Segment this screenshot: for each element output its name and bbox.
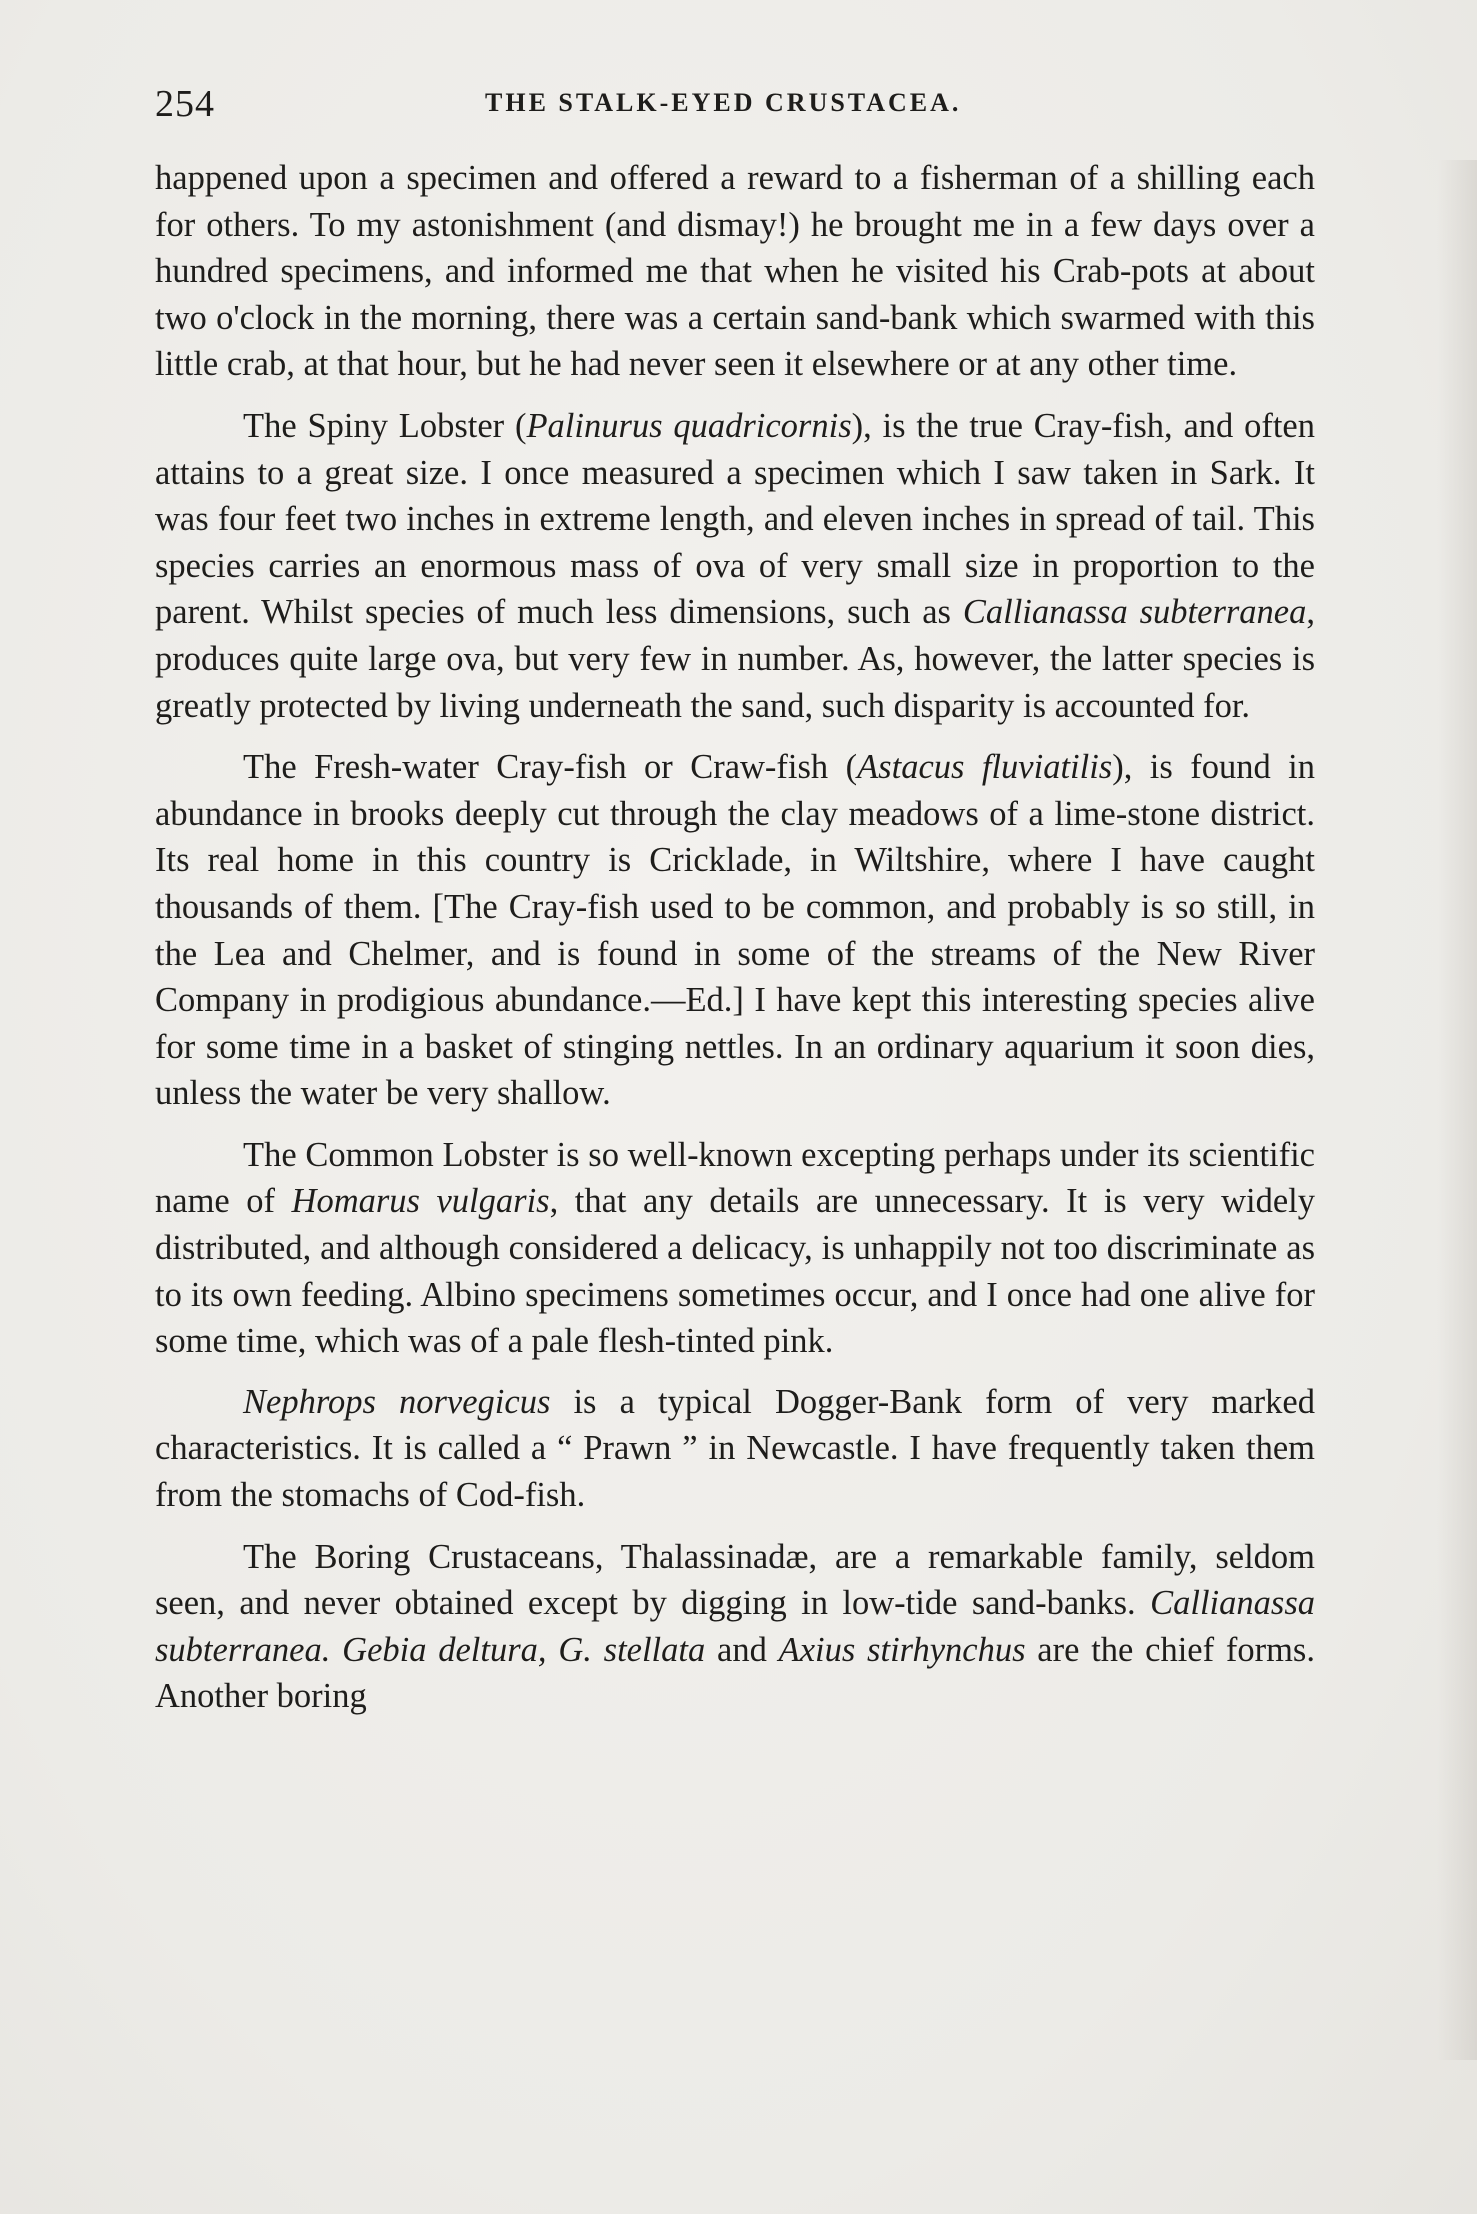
italic-term: Palinurus quadricornis bbox=[526, 406, 852, 445]
body-text bbox=[155, 155, 1315, 1720]
paragraph bbox=[155, 1379, 1315, 1519]
italic-term: Astacus fluviatilis bbox=[857, 748, 1113, 787]
text-run: The Boring Crustaceans, Thalassinadæ, are a remarkable family, seldom seen, and never obtained except by digging in low-tide sand-banks. bbox=[155, 1537, 1315, 1623]
page-header bbox=[155, 82, 1315, 132]
text-run: , that any details are unnecessary. It is very widely distributed, and although considered a delicacy, is unhappily not too discriminate as to its own feeding. Albino specimens sometimes occur, and I once had one alive for some time, which was of a pale flesh-tinted pink. bbox=[155, 1182, 1316, 1361]
paragraph bbox=[155, 403, 1315, 729]
italic-term: Homarus vulgaris bbox=[291, 1182, 550, 1221]
paragraph bbox=[155, 155, 1315, 388]
paragraph bbox=[155, 1132, 1315, 1365]
text-run: is a typical Dogger-Bank form of very marked characteristics. It is called a “ Prawn ” in Newcastle. I have frequently taken them from the stomachs of Cod-fish. bbox=[155, 1382, 1315, 1515]
text-run: The Fresh-water Cray-fish or Craw-fish ( bbox=[243, 748, 858, 787]
text-run: ), is found in abundance in brooks deeply cut through the clay meadows of a lime-stone district. Its real home in this country is Cricklade, in Wiltshire, where I have caught thousands of them. [The Cray-fish used to be common, and probably is so still, in the Lea and Chelmer, and is found in some of the streams of the New River Company in prodigious abundance.—Ed.] I have kept this interesting species alive for some time in a basket of stinging nettles. In an ordinary aquarium it soon dies, unless the water be very shallow. bbox=[155, 748, 1315, 1113]
text-run: and bbox=[705, 1630, 779, 1669]
text-run: , produces quite large ova, but very few in number. As, however, the latter species is greatly protected by living underneath the sand, such disparity is accounted for. bbox=[155, 593, 1315, 725]
text-run: happened upon a specimen and offered a reward to a fisherman of a shilling each for others. To my astonishment (and dismay!) he brought me in a few days over a hundred specimens, and informed me that when he visited his Crab-pots at about two o'clock in the morning, there was a certain sand-bank which swarmed with this little crab, at that hour, but he had never seen it elsewhere or at any other time. bbox=[155, 159, 1315, 384]
text-run: The Spiny Lobster ( bbox=[243, 406, 527, 445]
running-head: THE STALK-EYED CRUSTACEA. bbox=[485, 88, 962, 117]
page-edge-shadow bbox=[1437, 160, 1477, 2060]
italic-term: Callianassa subterranea bbox=[962, 593, 1307, 632]
italic-term: Axius stirhynchus bbox=[778, 1630, 1026, 1669]
italic-term: Nephrops norvegicus bbox=[243, 1382, 551, 1421]
italic-term: Callianassa subterranea. Gebia deltura, G. stellata bbox=[155, 1584, 1315, 1669]
text-run: The Common Lobster is so well-known excepting perhaps under its scientific name of bbox=[155, 1135, 1315, 1221]
page-number: 254 bbox=[155, 83, 215, 125]
paragraph bbox=[155, 1534, 1315, 1720]
paragraph bbox=[155, 744, 1315, 1117]
text-run: ), is the true Cray-fish, and often attains to a great size. I once measured a specimen which I saw taken in Sark. It was four feet two inches in extreme length, and eleven inches in spread of tail. This species carries an enormous mass of ova of very small size in proportion to the parent. Whilst species of much less dimensions, such as bbox=[155, 406, 1315, 632]
text-run: are the chief forms. Another boring bbox=[155, 1630, 1315, 1716]
